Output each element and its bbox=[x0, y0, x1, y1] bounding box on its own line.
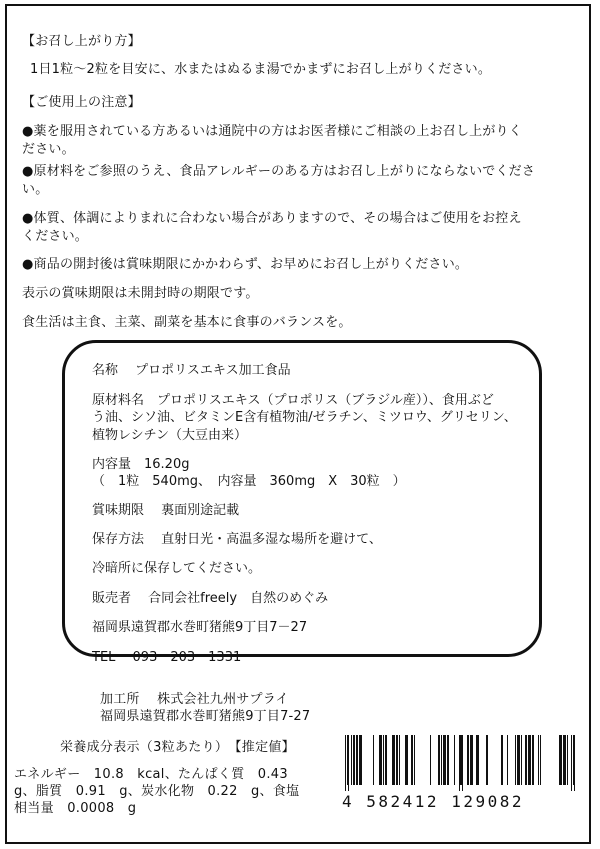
barcode-guard-bar bbox=[571, 735, 572, 791]
barcode-bar bbox=[567, 735, 568, 785]
barcode-guard-bar bbox=[348, 735, 349, 791]
caution-note-diet: 食生活は主食、主菜、副菜を基本に食事のバランスを。 bbox=[22, 315, 352, 330]
cautions-heading: 【ご使用上の注意】 bbox=[22, 95, 141, 110]
caution-item-2-line-2: い。 bbox=[22, 182, 49, 197]
barcode-bar bbox=[467, 735, 469, 785]
label-ingredients-line-3: 植物レシチン（大豆由来） bbox=[92, 428, 248, 443]
label-best-before: 賞味期限 裏面別途記載 bbox=[92, 503, 240, 518]
caution-item-1-line-1: ●薬を服用されている方あるいは通院中の方はお医者様にご相談の上お召し上がりく bbox=[22, 124, 522, 139]
barcode-bar bbox=[521, 735, 522, 785]
barcode-guard-bar bbox=[574, 735, 575, 791]
usage-text: 1日1粒～2粒を目安に、水またはぬるま湯でかまずにお召し上がりください。 bbox=[30, 62, 492, 77]
barcode-bar bbox=[414, 735, 415, 785]
label-tel: TEL 093－203－1331 bbox=[92, 650, 242, 665]
barcode-guard-bar bbox=[345, 735, 346, 791]
barcode-bar bbox=[538, 735, 539, 785]
caution-note-expiry: 表示の賞味期限は未開封時の期限です。 bbox=[22, 286, 259, 301]
barcode-bar bbox=[359, 735, 362, 785]
label-storage-line-2: 冷暗所に保存してください。 bbox=[92, 561, 262, 576]
nutrition-heading: 栄養成分表示（3粒あたり） 【推定値】 bbox=[60, 740, 295, 755]
nutrition-line-1: エネルギー 10.8 kcal、たんぱく質 0.43 bbox=[14, 767, 288, 782]
barcode-bar bbox=[353, 735, 355, 785]
label-content-detail: （ 1粒 540mg、 内容量 360mg X 30粒 ） bbox=[92, 474, 406, 489]
barcode-bar bbox=[507, 735, 508, 785]
barcode-bar bbox=[351, 735, 352, 785]
barcode-bar bbox=[399, 735, 400, 785]
barcode-bar bbox=[392, 735, 395, 785]
label-ingredients-line-2: う油、シソ油、ビタミンE含有植物油/ゼラチン、ミツロウ、グリセリン、 bbox=[92, 410, 517, 425]
barcode-bar bbox=[563, 735, 566, 785]
barcode-bar bbox=[447, 735, 449, 785]
caution-item-2-line-1: ●原材料をご参照のうえ、食品アレルギーのある方はお召し上がりにならないでくださ bbox=[22, 164, 536, 179]
nutrition-line-2: g、脂質 0.91 g、炭水化物 0.22 g、食塩 bbox=[14, 784, 300, 799]
manufacturer-address: 福岡県遠賀郡水巻町猪熊9丁目7-27 bbox=[100, 709, 311, 724]
barcode-bar bbox=[430, 735, 431, 785]
label-ingredients-line-1: 原材料名 プロポリスエキス（プロポリス（ブラジル産））、食用ぶど bbox=[92, 393, 494, 408]
barcode-bar bbox=[441, 735, 442, 785]
barcode bbox=[345, 735, 577, 785]
barcode-bar bbox=[454, 735, 455, 785]
caution-item-4: ●商品の開封後は賞味期限にかかわらず、お早めにお召し上がりください。 bbox=[22, 257, 469, 272]
barcode-digits: 4 582412 129082 bbox=[342, 792, 524, 811]
barcode-bar bbox=[476, 735, 479, 785]
barcode-bar bbox=[356, 735, 358, 785]
manufacturer-name: 加工所 株式会社九州サプライ bbox=[100, 692, 289, 707]
barcode-guard-bar bbox=[462, 735, 463, 791]
barcode-bar bbox=[525, 735, 527, 785]
barcode-bar bbox=[383, 735, 384, 785]
barcode-bar bbox=[486, 735, 488, 785]
barcode-bar bbox=[373, 735, 374, 785]
label-address: 福岡県遠賀郡水巻町猪熊9丁目7－27 bbox=[92, 620, 308, 635]
label-product-name: 名称 プロポリスエキス加工食品 bbox=[92, 363, 291, 378]
barcode-bar bbox=[385, 735, 387, 785]
barcode-bar bbox=[532, 735, 534, 785]
barcode-bar bbox=[470, 735, 473, 785]
barcode-guard-bar bbox=[459, 735, 460, 791]
barcode-bar bbox=[517, 735, 520, 785]
caution-item-1-line-2: ださい。 bbox=[22, 142, 75, 157]
barcode-bar bbox=[515, 735, 516, 785]
label-seller: 販売者 合同会社freely 自然のめぐみ bbox=[92, 591, 329, 606]
caution-item-3-line-2: ください。 bbox=[22, 229, 89, 244]
caution-item-3-line-1: ●体質、体調によりまれに合わない場合がありますので、その場合はご使用をお控え bbox=[22, 211, 522, 226]
barcode-bar bbox=[411, 735, 413, 785]
barcode-bar bbox=[379, 735, 382, 785]
barcode-bar bbox=[559, 735, 562, 785]
barcode-bar bbox=[528, 735, 531, 785]
barcode-bar bbox=[443, 735, 446, 785]
barcode-bar bbox=[501, 735, 503, 785]
product-label-box bbox=[62, 340, 542, 657]
barcode-bar bbox=[405, 735, 408, 785]
label-storage-line-1: 保存方法 直射日光・高温多湿な場所を避けて、 bbox=[92, 532, 382, 547]
label-content-weight: 内容量 16.20g bbox=[92, 457, 190, 472]
nutrition-line-3: 相当量 0.0008 g bbox=[14, 801, 137, 816]
barcode-bar bbox=[396, 735, 398, 785]
barcode-bar bbox=[438, 735, 440, 785]
usage-heading: 【お召し上がり方】 bbox=[22, 34, 141, 49]
barcode-bar bbox=[540, 735, 541, 785]
